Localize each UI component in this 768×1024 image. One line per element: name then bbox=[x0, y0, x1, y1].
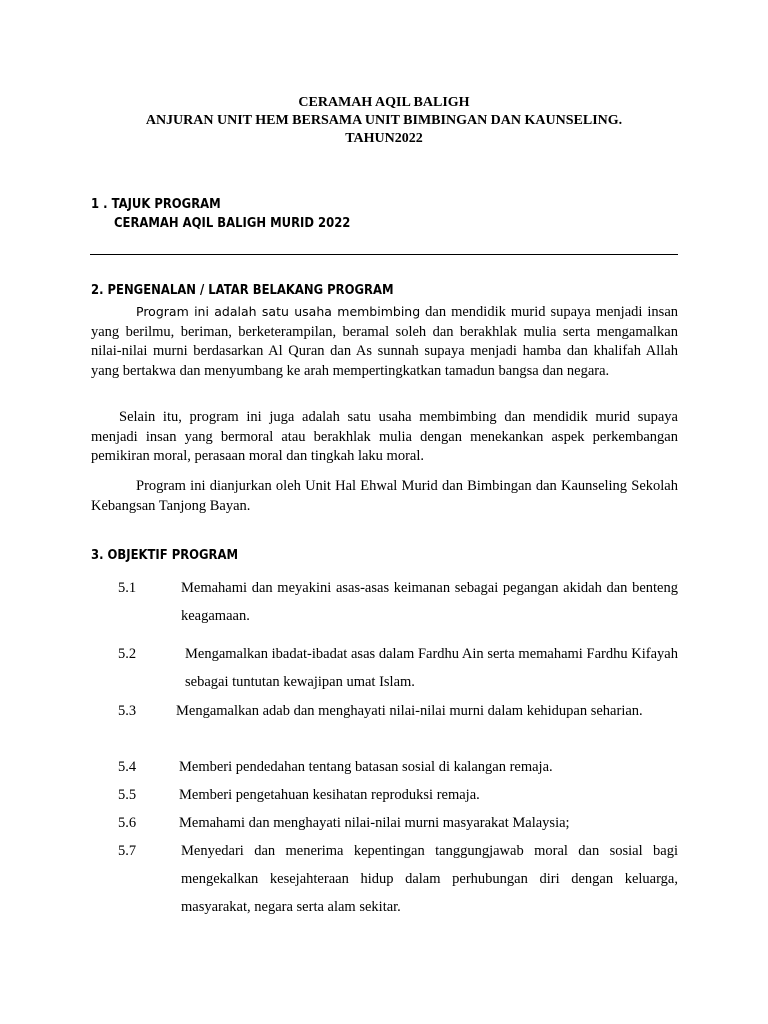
intro-paragraph-2: Selain itu, program ini juga adalah satu usaha membimbing dan mendidik murid supaya menjadi insan yang bermoral atau berakhlak mulia dengan menekankan aspek perkembangan pemikiran moral, perasaan moral dan tingkah laku moral. bbox=[91, 409, 678, 464]
objective-number: 5.4 bbox=[118, 759, 137, 775]
intro-paragraph-1-lead: Program ini adalah satu usaha membimbing bbox=[136, 304, 421, 319]
section-1-heading: 1 . TAJUK PROGRAM bbox=[91, 196, 221, 212]
document-title: CERAMAH AQIL BALIGH bbox=[298, 95, 470, 110]
program-title-value: CERAMAH AQIL BALIGH MURID 2022 bbox=[114, 215, 351, 231]
objective-number: 5.3 bbox=[118, 703, 137, 719]
section-2-heading: 2. PENGENALAN / LATAR BELAKANG PROGRAM bbox=[91, 282, 394, 298]
objective-text bbox=[176, 697, 678, 725]
objective-text: Memahami dan meyakini asas-asas keimanan sebagai pegangan akidah dan benteng keagamaan. bbox=[181, 580, 678, 624]
intro-paragraph-1-body: dan mendidik murid supaya menjadi insan yang berilmu, beriman, berketerampilan, beramal soleh dan berakhlak mulia serta mengamalkan nilai-nilai murni berdasarkan Al Quran dan As sunnah supaya menjadi hamba dan khalifah Allah yang bertakwa dan menyumbang ke arah mempertingkatkan tamadun bangsa dan negara. bbox=[91, 304, 679, 379]
objective-number: 5.7 bbox=[118, 843, 137, 859]
objective-number: 5.1 bbox=[118, 580, 137, 596]
objective-text: Mengamalkan ibadat-ibadat asas dalam Fardhu Ain serta memahami Fardhu Kifayah sebagai tuntutan kewajipan umat Islam. bbox=[185, 646, 678, 690]
intro-paragraph-3: Program ini dianjurkan oleh Unit Hal Ehwal Murid dan Bimbingan dan Kaunseling Sekolah Kebangsan Tanjong Bayan. bbox=[91, 478, 678, 514]
objective-text: Memberi pengetahuan kesihatan reproduksi remaja. bbox=[179, 787, 480, 803]
objective-text: Memberi pendedahan tentang batasan sosial di kalangan remaja. bbox=[179, 759, 553, 775]
document-subtitle: ANJURAN UNIT HEM BERSAMA UNIT BIMBINGAN DAN KAUNSELING. bbox=[145, 113, 623, 128]
objective-text: Memahami dan menghayati nilai-nilai murni masyarakat Malaysia; bbox=[179, 815, 570, 831]
objective-number: 5.6 bbox=[118, 815, 137, 831]
document-year: TAHUN2022 bbox=[345, 131, 423, 146]
section-3-heading: 3. OBJEKTIF PROGRAM bbox=[91, 547, 239, 563]
objective-text-content: Mengamalkan adab dan menghayati nilai-nilai murni dalam kehidupan seharian. bbox=[176, 703, 643, 719]
objective-number: 5.2 bbox=[118, 646, 137, 662]
intro-paragraph-1 bbox=[91, 302, 678, 381]
objective-text: Menyedari dan menerima kepentingan tanggungjawab moral dan sosial bagi mengekalkan kesejahteraan hidup dalam perhubungan diri dengan keluarga, masyarakat, negara serta alam sekitar. bbox=[181, 843, 678, 915]
objective-number: 5.5 bbox=[118, 787, 137, 803]
horizontal-divider bbox=[90, 254, 678, 255]
